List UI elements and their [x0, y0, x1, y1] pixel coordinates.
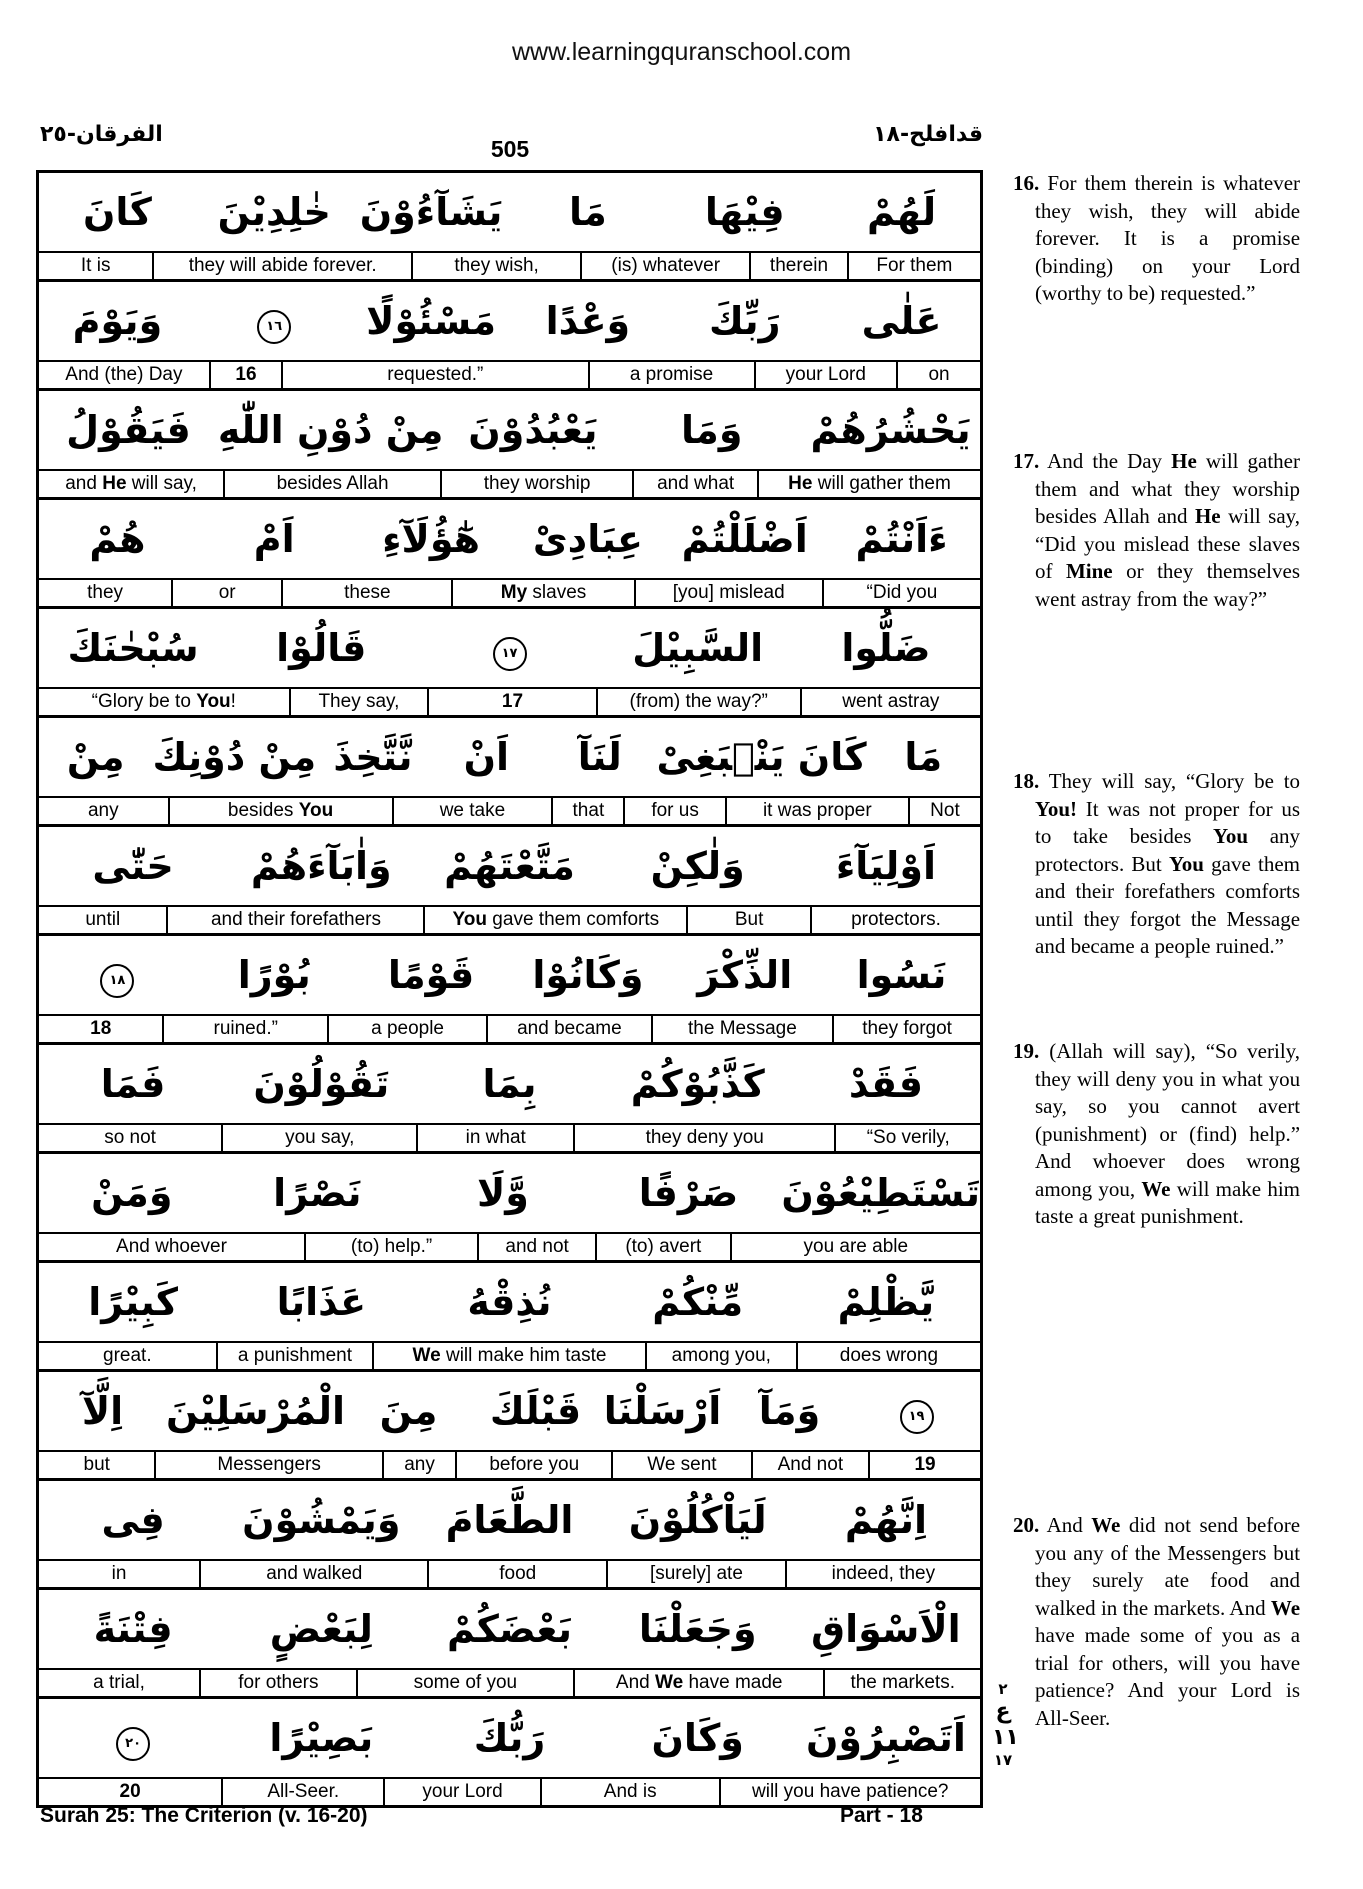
arabic-word: يَحْشُرُهُمْ [810, 408, 971, 452]
arabic-word: هٰٓؤُلَآءِ [382, 517, 481, 561]
arabic-word: كَانَ [83, 190, 152, 234]
ruku-marker [992, 1680, 1019, 1770]
arabic-word: فَيَقُوْلُ [66, 408, 191, 452]
arabic-word: وَمَآ [758, 1389, 821, 1433]
english-gloss: food [427, 1561, 606, 1587]
verse-translation-19 [1013, 1038, 1300, 1231]
verse-row-pair [39, 1481, 980, 1590]
arabic-word: كَانَ يَنْۢبَغِىْ [656, 735, 867, 779]
english-row [39, 471, 980, 500]
english-gloss: All-Seer. [221, 1779, 383, 1805]
arabic-word: قَوْمًا [387, 953, 475, 997]
verse-row-pair [39, 1590, 980, 1699]
arabic-word: اَوْلِيَآءَ [835, 844, 936, 888]
english-gloss: but [83, 1454, 110, 1475]
verse-number-circle-icon: ٢٠ [116, 1727, 150, 1761]
arabic-word: وَكَانُوْا [532, 953, 644, 997]
english-gloss: for us [623, 798, 724, 824]
arabic-row [39, 1263, 980, 1343]
english-gloss: protectors. [810, 907, 980, 933]
arabic-word: السَّبِيْلَ [632, 626, 764, 670]
english-row [39, 1125, 980, 1154]
english-gloss: the Message [651, 1016, 832, 1042]
english-gloss: and walked [199, 1561, 427, 1587]
arabic-word: لَيَاْكُلُوْنَ [628, 1498, 767, 1542]
arabic-row [39, 391, 980, 471]
english-gloss: [you] mislead [634, 580, 822, 606]
english-row [39, 1343, 980, 1372]
verse-end-marker [196, 298, 353, 344]
english-gloss: And (the) Day [65, 364, 183, 385]
arabic-word: كَذَّبُوْكُمْ [630, 1062, 765, 1106]
english-gloss: and not [477, 1234, 595, 1260]
arabic-word: فِيْهَا [704, 190, 785, 234]
english-gloss: and became [486, 1016, 651, 1042]
arabic-word: حَتّٰى [92, 844, 174, 888]
arabic-word: مِنْ [66, 735, 125, 779]
english-gloss: we take [392, 798, 552, 824]
english-gloss: But [686, 907, 810, 933]
arabic-word: تَقُوْلُوْنَ [253, 1062, 390, 1106]
arabic-row [39, 718, 980, 798]
arabic-word: فِى [101, 1498, 165, 1542]
english-gloss: And is [540, 1779, 719, 1805]
english-row [39, 1452, 980, 1481]
arabic-word: صَرْفًا [638, 1171, 739, 1215]
english-gloss: And whoever [116, 1236, 227, 1257]
arabic-word: بَعْضَكُمْ [446, 1607, 573, 1651]
arabic-word: مِّنْكُمْ [652, 1280, 744, 1324]
arabic-word: وَيَوْمَ [72, 299, 163, 343]
english-gloss: your Lord [383, 1779, 540, 1805]
arabic-word: الْاَسْوَاقِ [811, 1607, 961, 1651]
arabic-word: ءَاَنْتُمْ [855, 517, 948, 561]
english-gloss: these [281, 580, 451, 606]
arabic-word: وَيَمْشُوْنَ [242, 1498, 401, 1542]
english-gloss: You gave them comforts [423, 907, 686, 933]
footer-surah-label: Surah 25: The Criterion (v. 16-20) [40, 1804, 368, 1827]
verse-number-cell: 20 [119, 1781, 141, 1802]
english-gloss: they deny you [573, 1125, 834, 1151]
english-row [39, 1779, 980, 1805]
arabic-word: فِتْنَةً [93, 1607, 173, 1651]
english-gloss: it was proper [725, 798, 908, 824]
arabic-word: وَّلَا [476, 1171, 529, 1215]
arabic-word: وَمَا [681, 408, 743, 452]
arabic-word: يَعْبُدُوْنَ [468, 408, 598, 452]
arabic-row [39, 936, 980, 1016]
arabic-word: لِبَعْضٍ [269, 1607, 373, 1651]
verse-translation-text: And We did not send before you any of the Messengers but they surely ate food and walked in the markets. And We have made some of you as a trial for others, will you have patience? And your Lord is All-Seer. [1035, 1513, 1301, 1730]
english-gloss: besides Allah [223, 471, 440, 497]
verse-number: 16. [1013, 171, 1040, 195]
verse-end-marker [853, 1388, 980, 1434]
verse-row-pair [39, 609, 980, 718]
arabic-row [39, 1045, 980, 1125]
english-gloss: the markets. [823, 1670, 980, 1696]
arabic-row [39, 282, 980, 362]
arabic-word: يَّظْلِمْ [837, 1280, 935, 1324]
verse-row-pair [39, 1154, 980, 1263]
arabic-word: ضَلُّوا [841, 626, 931, 670]
verse-row-pair [39, 827, 980, 936]
english-gloss: ruined.” [162, 1016, 327, 1042]
english-gloss: and their forefathers [166, 907, 423, 933]
arabic-word: مَا [904, 735, 943, 779]
arabic-word: وَلٰكِنْ [650, 844, 745, 888]
english-row [39, 1561, 980, 1590]
arabic-word: اَرْسَلْنَا [603, 1389, 722, 1433]
verse-number: 17. [1013, 449, 1040, 473]
english-gloss: in [111, 1563, 127, 1584]
arabic-word: الطَّعَامَ [445, 1498, 574, 1542]
arabic-word: عِبَادِىْ [532, 517, 643, 561]
verse-translation-16 [1013, 170, 1300, 308]
arabic-word: خٰلِدِيْنَ [217, 190, 331, 234]
english-gloss: on [896, 362, 980, 388]
english-gloss: your Lord [754, 362, 897, 388]
arabic-word: عَلٰى [861, 299, 942, 343]
verse-row-pair [39, 1045, 980, 1154]
arabic-word: قَبْلَكَ [489, 1389, 582, 1433]
english-gloss: For them [847, 253, 980, 279]
verse-number: 18. [1013, 769, 1040, 793]
english-gloss: some of you [356, 1670, 573, 1696]
english-gloss: “Glory be to You! [91, 691, 236, 712]
english-row [39, 1234, 980, 1263]
english-row [39, 362, 980, 391]
english-gloss: great. [103, 1345, 152, 1366]
arabic-word: مَا [569, 190, 607, 234]
english-gloss: They say, [289, 689, 428, 715]
arabic-word: مَسْئُوْلًا [366, 299, 496, 343]
arabic-row [39, 1481, 980, 1561]
arabic-word: فَقَدْ [848, 1062, 923, 1106]
verse-end-marker [39, 1715, 227, 1761]
arabic-word: رَبُّكَ [473, 1716, 546, 1760]
verse-translation-18 [1013, 768, 1300, 961]
arabic-row [39, 173, 980, 253]
arabic-word: سُبْحٰنَكَ [67, 626, 199, 670]
english-gloss: And We have made [573, 1670, 823, 1696]
verse-translation-20 [1013, 1512, 1300, 1732]
surah-name-arabic: الفرقان-٢٥ [40, 122, 163, 147]
english-row [39, 1670, 980, 1699]
english-gloss: you are able [730, 1234, 980, 1260]
english-gloss: Not [908, 798, 980, 824]
arabic-word: اَتَصْبِرُوْنَ [805, 1716, 966, 1760]
arabic-word: كَبِيْرًا [88, 1280, 178, 1324]
verse-row-pair [39, 500, 980, 609]
english-gloss: (to) help.” [304, 1234, 477, 1260]
arabic-word: فَمَا [100, 1062, 166, 1106]
verse-end-marker [39, 952, 196, 998]
arabic-word: رَبِّكَ [708, 299, 781, 343]
ruku-marker-bottom: ١٧ [993, 1751, 1013, 1769]
verse-number-cell: 18 [90, 1018, 112, 1039]
verse-number-circle-icon: ١٩ [900, 1400, 934, 1434]
english-row [39, 798, 980, 827]
verse-number-cell: 16 [209, 362, 281, 388]
english-gloss: among you, [645, 1343, 796, 1369]
arabic-word: عَذَابًا [276, 1280, 367, 1324]
arabic-word: بَصِيْرًا [269, 1716, 374, 1760]
verse-row-pair [39, 173, 980, 282]
english-gloss: they forgot [832, 1016, 980, 1042]
arabic-word: اَنْ [463, 735, 510, 779]
english-gloss: until [85, 909, 121, 930]
english-gloss: besides You [168, 798, 392, 824]
ruku-marker-middle: ع ١١ [992, 1699, 1019, 1750]
arabic-word: نَّتَّخِذَ [333, 735, 413, 779]
arabic-word: اَمْ [253, 517, 295, 561]
english-row [39, 580, 980, 609]
verse-row-pair [39, 1699, 980, 1805]
verse-translation-17 [1013, 448, 1300, 613]
english-gloss: will you have patience? [719, 1779, 980, 1805]
english-row [39, 253, 980, 282]
english-gloss: you say, [221, 1125, 416, 1151]
arabic-word: هُمْ [89, 517, 146, 561]
verse-number-circle-icon: ١٨ [100, 964, 134, 998]
arabic-row [39, 827, 980, 907]
verse-number-circle-icon: ١٦ [257, 310, 291, 344]
verse-translation-text: They will say, “Glory be to You! It was not proper for us to take besides You any protectors. But You gave them and their forefathers comforts until they forgot the Message and became a people ruined.” [1035, 769, 1301, 958]
english-row [39, 1016, 980, 1045]
verse-number-circle-icon: ١٧ [493, 637, 527, 671]
footer-part-label: Part - 18 [840, 1804, 923, 1827]
english-gloss: for others [199, 1670, 356, 1696]
verse-number-cell: 17 [427, 689, 595, 715]
arabic-word: اِنَّهُمْ [844, 1498, 927, 1542]
english-gloss: therein [749, 253, 846, 279]
arabic-row [39, 1372, 980, 1452]
verse-row-pair [39, 282, 980, 391]
arabic-word: اِلَّآ [81, 1389, 124, 1433]
arabic-word: نَسُوا [856, 953, 947, 997]
arabic-word: مِنَ [379, 1389, 438, 1433]
english-gloss: indeed, they [785, 1561, 980, 1587]
english-gloss: (from) the way?” [596, 689, 800, 715]
english-row [39, 907, 980, 936]
english-gloss: We will make him taste [372, 1343, 645, 1369]
english-gloss: a people [327, 1016, 486, 1042]
english-gloss: so not [104, 1127, 156, 1148]
part-name-arabic: قدافلح-١٨ [873, 122, 983, 147]
verse-translation-text: And the Day He will gather them and what they worship besides Allah and He will say, “Did you mislead these slaves of Mine or they themselves went astray from the way?” [1035, 449, 1301, 611]
verse-translation-text: (Allah will say), “So verily, they will deny you in what you say, so you cannot avert (punishment) or (find) help.” And whoever does wrong among you, We will make him taste a great punishment. [1035, 1039, 1301, 1228]
english-gloss: We sent [611, 1452, 750, 1478]
word-by-word-table [36, 170, 983, 1808]
arabic-word: وَكَانَ [651, 1716, 744, 1760]
english-row [39, 689, 980, 718]
verse-row-pair [39, 718, 980, 827]
arabic-word: وَجَعَلْنَا [638, 1607, 757, 1651]
english-gloss: “So verily, [834, 1125, 980, 1151]
arabic-row [39, 1154, 980, 1234]
arabic-word: وَعْدًا [545, 299, 631, 343]
english-gloss: and He will say, [65, 473, 197, 494]
english-gloss: And not [751, 1452, 868, 1478]
verse-row-pair [39, 391, 980, 500]
english-gloss: they [87, 582, 124, 603]
english-gloss: a punishment [216, 1343, 373, 1369]
english-gloss: [surely] ate [606, 1561, 785, 1587]
arabic-word: وَمَنْ [91, 1171, 173, 1215]
english-gloss: any [87, 800, 119, 821]
english-gloss: does wrong [796, 1343, 980, 1369]
english-gloss: and what [632, 471, 757, 497]
page-number: 505 [490, 136, 530, 162]
english-gloss: “Did you [822, 580, 980, 606]
english-gloss: that [551, 798, 623, 824]
arabic-word: بِمَا [482, 1062, 537, 1106]
verse-number: 20. [1013, 1513, 1040, 1537]
english-gloss: a promise [588, 362, 754, 388]
website-url: www.learningquranschool.com [511, 38, 852, 66]
arabic-word: اَضْلَلْتُمْ [681, 517, 808, 561]
arabic-row [39, 609, 980, 689]
arabic-row [39, 1699, 980, 1779]
arabic-word: مِنْ دُوْنِكَ [152, 735, 317, 779]
verse-row-pair [39, 1263, 980, 1372]
english-gloss: a trial, [93, 1672, 145, 1693]
arabic-word: نُذِقْهُ [467, 1280, 552, 1324]
english-gloss: before you [455, 1452, 611, 1478]
english-gloss: in what [416, 1125, 573, 1151]
english-gloss: Messengers [154, 1452, 381, 1478]
arabic-word: بُوْرًا [237, 953, 311, 997]
arabic-word: تَسْتَطِيْعُوْنَ [781, 1171, 980, 1215]
arabic-word: لَهُمْ [866, 190, 937, 234]
arabic-row [39, 1590, 980, 1670]
verse-row-pair [39, 936, 980, 1045]
verse-translation-text: For them therein is whatever they wish, they will abide forever. It is a promise (binding) on your Lord (worthy to be) requested.” [1035, 171, 1301, 305]
english-gloss: went astray [800, 689, 980, 715]
verse-row-pair [39, 1372, 980, 1481]
english-gloss: they wish, [411, 253, 580, 279]
arabic-word: الذِّكْرَ [697, 953, 793, 997]
verse-number: 19. [1013, 1039, 1040, 1063]
english-gloss: they will abide forever. [152, 253, 411, 279]
arabic-word: يَشَآءُوْنَ [359, 190, 503, 234]
english-gloss: (to) avert [595, 1234, 730, 1260]
arabic-word: الْمُرْسَلِيْنَ [166, 1389, 345, 1433]
english-gloss: or [171, 580, 281, 606]
english-gloss: requested.” [281, 362, 587, 388]
arabic-row [39, 500, 980, 580]
english-gloss: It is [80, 255, 111, 276]
arabic-word: لَنَآ [577, 735, 622, 779]
verse-number-cell: 19 [868, 1452, 980, 1478]
verse-end-marker [415, 625, 603, 671]
ruku-marker-top: ٢ [998, 1680, 1008, 1698]
english-gloss: (is) whatever [580, 253, 749, 279]
arabic-word: وَاٰبَآءَهُمْ [250, 844, 392, 888]
arabic-word: مَتَّعْتَهُمْ [444, 844, 575, 888]
arabic-word: مِنْ دُوْنِ اللّٰهِ [217, 408, 444, 452]
arabic-word: نَصْرًا [273, 1171, 362, 1215]
arabic-word: قَالُوْا [276, 626, 367, 670]
english-gloss: they worship [440, 471, 632, 497]
english-gloss: He will gather them [757, 471, 980, 497]
english-gloss: My slaves [451, 580, 633, 606]
english-gloss: any [382, 1452, 455, 1478]
